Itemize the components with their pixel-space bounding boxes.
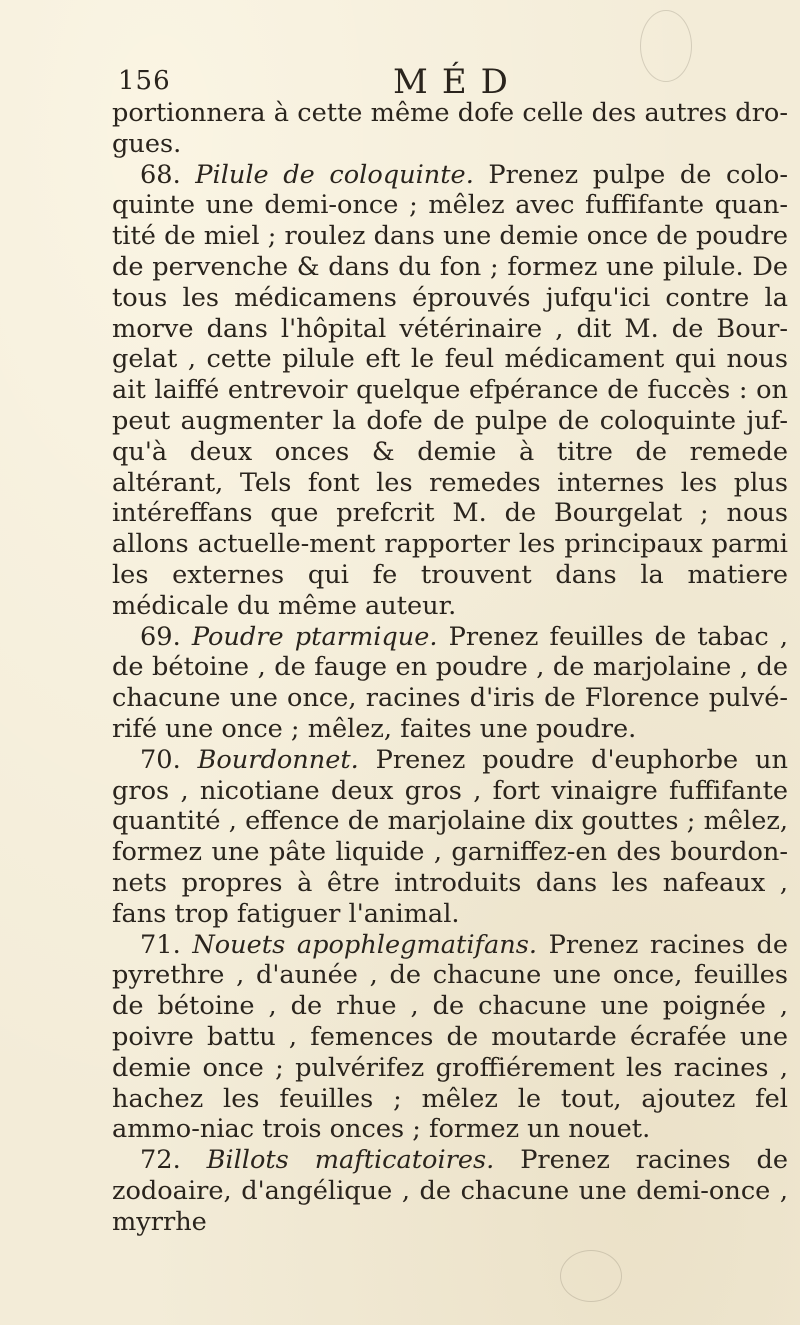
body-text: [112, 98, 788, 1237]
paragraph-continuation: [112, 98, 788, 160]
entry-69: [112, 622, 788, 745]
paper-blemish: [640, 10, 692, 82]
running-head: MÉD: [393, 62, 522, 102]
entry-number: 68.: [140, 159, 196, 190]
entry-72: [112, 1145, 788, 1237]
entry-title: Pilule de coloquinte.: [195, 159, 474, 190]
entry-number: 71.: [140, 929, 193, 960]
entry-number: 72.: [140, 1145, 207, 1176]
page-number: 156: [118, 66, 171, 96]
entry-text: Prenez pulpe de colo-quinte une demi-once ; mêlez avec fuffifante quan-tité de miel ; roulez dans une demie once de poudre de pervenche & dans du fon ; formez une pilule. De tous les médicamens éprouvés jufqu'ici contre la morve dans l'hôpital vétérinaire , dit M. de Bour-gelat , cette pilule eft le feul médicament qui nous ait laiffé entrevoir quelque efpérance de fuccès : on peut augmenter la dofe de pulpe de coloquinte juf-qu'à deux onces & demie à titre de remede altérant, Tels font les remedes internes les plus intéreffans que prefcrit M. de Bourgelat ; nous allons actuelle-ment rapporter les principaux parmi les externes qui fe trouvent dans la matiere médicale du même auteur.: [112, 159, 788, 621]
entry-71: [112, 930, 788, 1146]
entry-text: Prenez poudre d'euphorbe un gros , nicotiane deux gros , fort vinaigre fuffifante quantité , effence de marjolaine dix gouttes ; mêlez, formez une pâte liquide , garniffez-en des bourdon-nets propres à être introduits dans les nafeaux , fans trop fatiguer l'animal.: [112, 744, 788, 929]
entry-number: 70.: [140, 744, 198, 775]
entry-title: Bourdonnet.: [197, 744, 359, 775]
entry-70: [112, 745, 788, 930]
entry-text: Prenez feuilles de tabac , de bétoine , de fauge en poudre , de marjolaine , de chacune une once, racines d'iris de Florence pulvé-rifé une once ; mêlez, faites une poudre.: [112, 621, 788, 744]
entry-title: Billots mafticatoires.: [206, 1145, 495, 1176]
entry-title: Nouets apophlegmatifans.: [192, 929, 538, 960]
entry-text: Prenez racines de zodoaire, d'angélique , de chacune une demi-once , myrrhe: [112, 1145, 789, 1237]
entry-text: Prenez racines de pyrethre , d'aunée , de chacune une once, feuilles de bétoine , de rhue , de chacune une poignée , poivre battu , femences de moutarde écrafée une demie once ; pulvérifez groffiérement les racines , hachez les feuilles ; mêlez le tout, ajoutez fel ammo-niac trois onces ; formez un nouet.: [112, 929, 789, 1145]
entry-title: Poudre ptarmique.: [191, 621, 438, 652]
paragraph-text: portionnera à cette même dofe celle des autres dro-gues.: [112, 98, 788, 159]
entry-number: 69.: [140, 621, 192, 652]
entry-68: [112, 160, 788, 622]
paper-blemish: [560, 1250, 622, 1302]
